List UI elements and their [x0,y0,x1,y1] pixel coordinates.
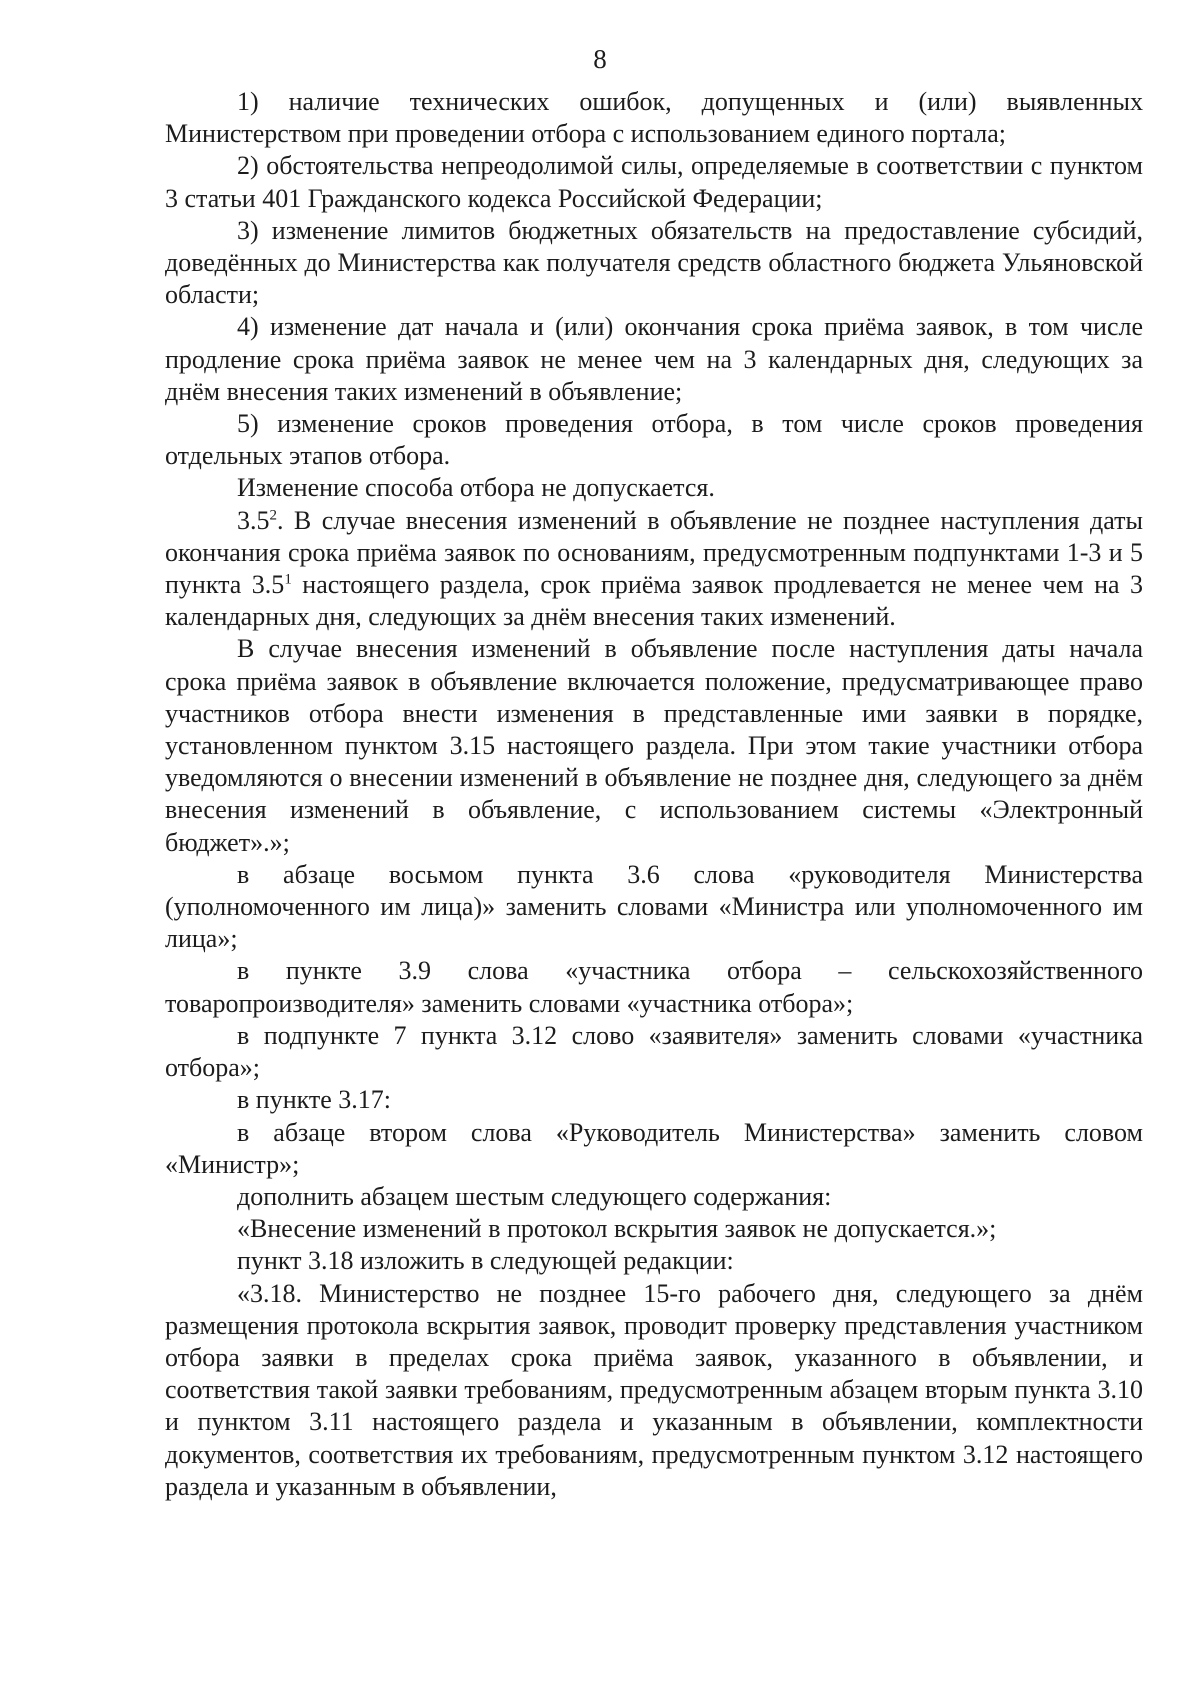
paragraph-item-1: 1) наличие технических ошибок, допущенных и (или) выявленных Министерством при проведении отбора с использованием единого портала; [165,87,1143,149]
clause-text-part-1: . В случае внесения изменений в объявление не позднее наступления даты окончания срока приёма заявок по основаниям, предусмотренным подпунктами 1-3 и 5 пункта 3.5 [165,505,1143,600]
paragraph-amend-3-6: в абзаце восьмом пункта 3.6 слова «руководителя Министерства (уполномоченного им лица)» заменить словами «Министра или уполномоченного им лица»; [165,859,1143,954]
paragraph-after-start: В случае внесения изменений в объявление после наступления даты начала срока приёма заявок в объявление включается положение, предусматривающее право участников отбора внести изменения в представленные ими заявки в порядке, установленном пунктом 3.15 настоящего раздела. При этом такие участники отбора уведомляются о внесении изменений в объявление не позднее дня, следующего за днём внесения изменений в объявление, с использованием системы «Электронный бюджет».»; [165,634,1143,857]
paragraph-amend-3-17-sixth: дополнить абзацем шестым следующего содержания: [237,1181,832,1211]
paragraph-item-3: 3) изменение лимитов бюджетных обязательств на предоставление субсидий, доведённых до Министерства как получателя средств областного бюджета Ульяновской области; [165,215,1143,310]
paragraph-clause-3-5-2 [165,505,1143,634]
clause-number: 3.5 [237,505,270,535]
paragraph-amend-3-17: в пункте 3.17: [237,1085,392,1115]
paragraph-item-4: 4) изменение дат начала и (или) окончания срока приёма заявок, в том числе продление срока приёма заявок не менее чем на 3 календарных дня, следующих за днём внесения таких изменений в объявление; [165,312,1143,406]
paragraph-item-5: 5) изменение сроков проведения отбора, в том числе сроков проведения отдельных этапов отбора. [165,409,1143,471]
clause-text-part-2: настоящего раздела, срок приёма заявок продлевается не менее чем на 3 календарных дня, следующих за днём внесения таких изменений. [165,570,1143,632]
reference-superscript: 1 [284,571,292,588]
clause-superscript: 2 [269,506,277,523]
page-number: 8 [593,44,607,74]
paragraph-amend-3-18: пункт 3.18 изложить в следующей редакции: [237,1246,734,1276]
paragraph-clause-3-18: «3.18. Министерство не позднее 15-го рабочего дня, следующего за днём размещения протокола вскрытия заявок, проводит проверку представления участником отбора заявки в пределах срока приёма заявок, указанного в объявлении, и соответствия такой заявки требованиям, предусмотренным абзацем вторым пункта 3.10 и пунктом 3.11 настоящего раздела и указанным в объявлении, комплектности документов, соответствия их требованиям, предусмотренным пунктом 3.12 настоящего раздела и указанным в объявлении, [165,1278,1143,1501]
paragraph-amend-3-12: в подпункте 7 пункта 3.12 слово «заявителя» заменить словами «участника отбора»; [165,1020,1143,1083]
paragraph-amend-3-9: в пункте 3.9 слова «участника отбора – сельскохозяйственного товаропроизводителя» заменить словами «участника отбора»; [165,956,1143,1018]
document-body [165,86,1143,1503]
paragraph-quote-protocol: «Внесение изменений в протокол вскрытия заявок не допускается.»; [237,1214,997,1244]
paragraph-amend-3-17-second: в абзаце втором слова «Руководитель Министерства» заменить словом «Министр»; [165,1117,1143,1179]
paragraph-method-change: Изменение способа отбора не допускается. [237,473,715,503]
paragraph-item-2: 2) обстоятельства непреодолимой силы, определяемые в соответствии с пунктом 3 статьи 401 Гражданского кодекса Российской Федерации; [165,151,1143,213]
